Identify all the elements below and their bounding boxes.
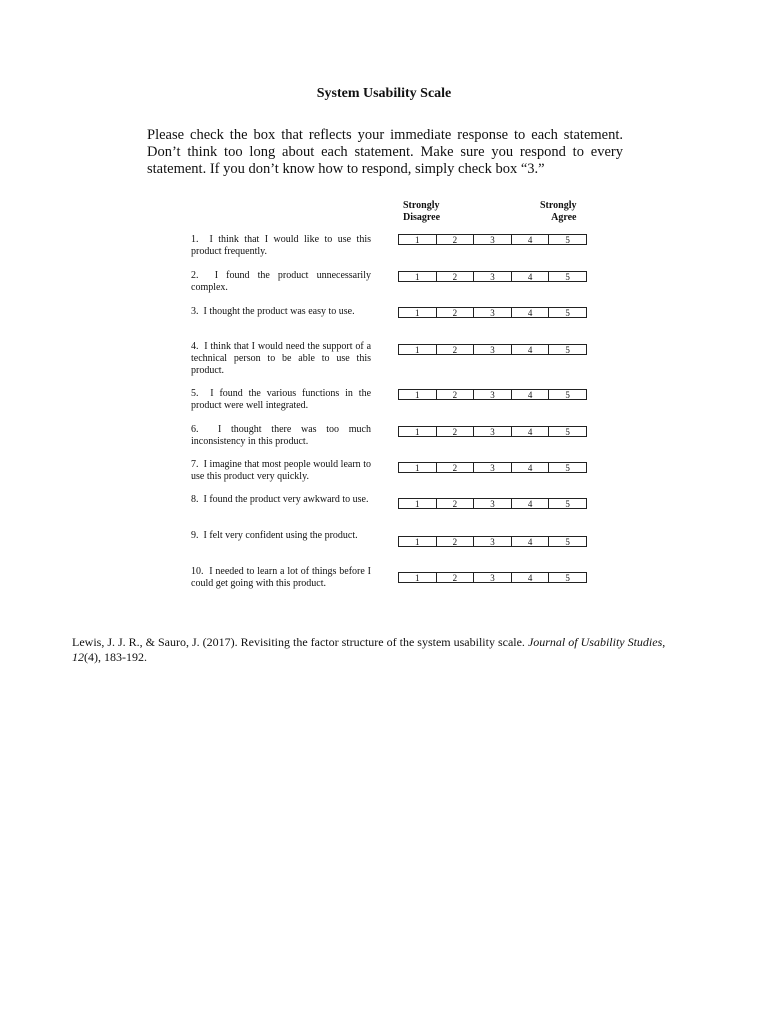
citation: Lewis, J. J. R., & Sauro, J. (2017). Revisiting the factor structure of the system usability scale. Journal of Usability Studies, 12(4), 183-192. <box>72 635 666 664</box>
scale-label-disagree <box>403 200 440 224</box>
rating-box-5[interactable]: 5 <box>565 537 570 547</box>
rating-box-4[interactable]: 4 <box>512 345 550 354</box>
rating-box-3[interactable]: 3 <box>474 537 512 546</box>
item-statement <box>191 494 371 506</box>
rating-box-2[interactable]: 2 <box>437 345 475 354</box>
item-number: 7. <box>191 459 199 470</box>
rating-box-2[interactable]: 2 <box>437 573 475 582</box>
rating-box-1[interactable]: 1 <box>399 537 437 546</box>
rating-box-3[interactable]: 3 <box>474 573 512 582</box>
item-text: I needed to learn a lot of things before I could get going with this product. <box>191 566 371 589</box>
rating-box-5[interactable]: 5 <box>565 499 570 509</box>
rating-box-5[interactable]: 5 <box>565 573 570 583</box>
rating-scale <box>398 389 587 400</box>
item-text: I found the various functions in the product were well integrated. <box>191 388 372 411</box>
rating-scale <box>398 426 587 437</box>
item-statement <box>191 341 371 377</box>
item-text: I felt very confident using the product. <box>203 530 358 541</box>
item-statement <box>191 459 371 483</box>
rating-box-1[interactable]: 1 <box>399 345 437 354</box>
rating-box-2[interactable]: 2 <box>437 235 475 244</box>
rating-scale <box>398 234 587 245</box>
item-statement <box>191 388 371 412</box>
item-text: I found the product unnecessarily complex. <box>191 270 371 293</box>
rating-scale <box>398 271 587 282</box>
item-text: I imagine that most people would learn to use this product very quickly. <box>191 459 372 482</box>
rating-box-1[interactable]: 1 <box>399 235 437 244</box>
item-number: 5. <box>191 388 199 399</box>
item-statement <box>191 530 371 542</box>
item-number: 10. <box>191 566 204 577</box>
rating-box-4[interactable]: 4 <box>512 235 550 244</box>
rating-box-4[interactable]: 4 <box>512 573 550 582</box>
rating-box-5[interactable]: 5 <box>565 235 570 245</box>
item-statement <box>191 306 371 318</box>
rating-box-5[interactable]: 5 <box>565 272 570 282</box>
rating-box-4[interactable]: 4 <box>512 463 550 472</box>
rating-box-5[interactable]: 5 <box>565 345 570 355</box>
rating-scale <box>398 498 587 509</box>
rating-box-1[interactable]: 1 <box>399 427 437 436</box>
item-number: 6. <box>191 424 199 435</box>
item-number: 1. <box>191 234 199 245</box>
rating-scale <box>398 307 587 318</box>
item-text: I thought the product was easy to use. <box>203 306 355 317</box>
item-text: I found the product very awkward to use. <box>203 494 369 505</box>
citation-issue-pages: (4), 183-192. <box>84 650 147 664</box>
rating-box-2[interactable]: 2 <box>437 463 475 472</box>
rating-box-4[interactable]: 4 <box>512 427 550 436</box>
scale-label-agree <box>540 200 577 224</box>
page-title: System Usability Scale <box>316 86 452 101</box>
rating-box-1[interactable]: 1 <box>399 390 437 399</box>
citation-volume: 12 <box>72 650 84 664</box>
rating-box-2[interactable]: 2 <box>437 272 475 281</box>
rating-scale <box>398 536 587 547</box>
item-statement <box>191 270 371 294</box>
citation-journal: Journal of Usability Studies <box>527 635 663 649</box>
scale-label-agree-line1: Strongly <box>540 200 577 211</box>
rating-box-1[interactable]: 1 <box>399 463 437 472</box>
rating-box-3[interactable]: 3 <box>474 427 512 436</box>
rating-box-1[interactable]: 1 <box>399 308 437 317</box>
rating-box-3[interactable]: 3 <box>474 390 512 399</box>
rating-box-2[interactable]: 2 <box>437 537 475 546</box>
scale-label-disagree-line1: Strongly <box>403 200 440 211</box>
item-number: 2. <box>191 270 199 281</box>
item-text: I thought there was too much inconsistency in this product. <box>191 424 371 447</box>
item-number: 8. <box>191 494 199 505</box>
rating-scale <box>398 572 587 583</box>
rating-box-1[interactable]: 1 <box>399 272 437 281</box>
item-statement <box>191 424 371 448</box>
item-number: 3. <box>191 306 199 317</box>
rating-box-4[interactable]: 4 <box>512 308 550 317</box>
rating-box-4[interactable]: 4 <box>512 272 550 281</box>
rating-box-5[interactable]: 5 <box>565 427 570 437</box>
instructions-paragraph: Please check the box that reflects your immediate response to each statement. Don’t think too long about each statement. Make sure you respond to every statement. If you don’t know how to respond, simply check box “3.” <box>147 127 623 177</box>
rating-box-3[interactable]: 3 <box>474 235 512 244</box>
rating-scale <box>398 344 587 355</box>
item-number: 9. <box>191 530 199 541</box>
rating-box-2[interactable]: 2 <box>437 499 475 508</box>
rating-box-3[interactable]: 3 <box>474 308 512 317</box>
rating-box-3[interactable]: 3 <box>474 345 512 354</box>
rating-box-3[interactable]: 3 <box>474 272 512 281</box>
rating-box-3[interactable]: 3 <box>474 463 512 472</box>
rating-box-1[interactable]: 1 <box>399 499 437 508</box>
item-text: I think that I would like to use this product frequently. <box>191 234 372 257</box>
rating-box-3[interactable]: 3 <box>474 499 512 508</box>
scale-label-agree-line2: Agree <box>551 212 577 223</box>
item-statement <box>191 566 371 590</box>
item-number: 4. <box>191 341 199 352</box>
rating-box-4[interactable]: 4 <box>512 499 550 508</box>
rating-box-1[interactable]: 1 <box>399 573 437 582</box>
rating-box-4[interactable]: 4 <box>512 390 550 399</box>
scale-label-disagree-line2: Disagree <box>403 212 441 223</box>
citation-authors: Lewis, J. J. R., & Sauro, J. (2017). Revisiting the factor structure of the system usability scale. <box>72 635 525 649</box>
rating-box-2[interactable]: 2 <box>437 427 475 436</box>
rating-box-5[interactable]: 5 <box>565 463 570 473</box>
rating-scale <box>398 462 587 473</box>
rating-box-2[interactable]: 2 <box>437 390 475 399</box>
item-text: I think that I would need the support of a technical person to be able to use this product. <box>191 341 372 376</box>
rating-box-4[interactable]: 4 <box>512 537 550 546</box>
rating-box-5[interactable]: 5 <box>565 390 570 400</box>
rating-box-2[interactable]: 2 <box>437 308 475 317</box>
rating-box-5[interactable]: 5 <box>565 308 570 318</box>
item-statement <box>191 234 371 258</box>
